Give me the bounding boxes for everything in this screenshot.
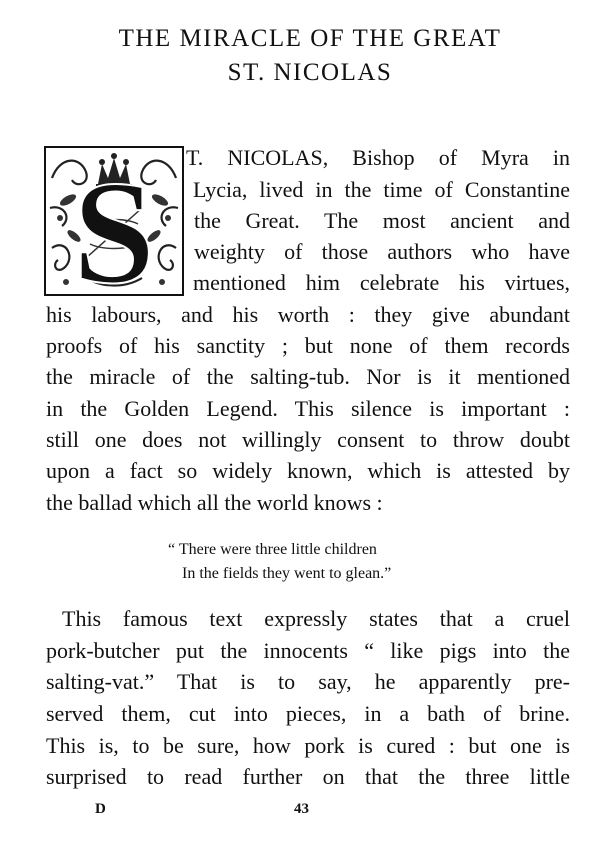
- paragraph-1-line-4: weighty of those authors who have: [194, 239, 570, 264]
- paragraph-2-line-2: pork-butcher put the innocents “ like pigs into the: [46, 638, 570, 663]
- ballad-quote-line-2: In the fields they went to glean.”: [182, 565, 392, 582]
- paragraph-1-line-12: the ballad which all the world knows :: [46, 490, 383, 515]
- paragraph-1-line-11: upon a fact so widely known, which is attested by: [46, 458, 570, 483]
- paragraph-1-line-3: the Great. The most ancient and: [194, 208, 570, 233]
- paragraph-1-line-2: Lycia, lived in the time of Constantine: [193, 177, 570, 202]
- chapter-title-line-2: ST. NICOLAS: [227, 59, 393, 86]
- page-number: 43: [294, 801, 309, 817]
- paragraph-1-line-9: in the Golden Legend. This silence is important :: [46, 396, 570, 421]
- paragraph-2-line-1: This famous text expressly states that a cruel: [62, 606, 570, 631]
- ornamental-drop-cap: [44, 146, 184, 296]
- paragraph-1-line-7: proofs of his sanctity ; but none of them records: [46, 333, 570, 358]
- drop-cap-ornament-icon: [46, 148, 182, 294]
- paragraph-2-line-6: surprised to read further on that the three little: [46, 764, 570, 789]
- paragraph-1-line-1: T. NICOLAS, Bishop of Myra in: [186, 145, 570, 170]
- paragraph-2-line-4: served them, cut into pieces, in a bath of brine.: [46, 701, 570, 726]
- drop-cap-letter: S: [72, 151, 156, 294]
- ballad-quote-line-1: “ There were three little children: [168, 541, 377, 558]
- paragraph-2-line-5: This is, to be sure, how pork is cured : but one is: [46, 733, 570, 758]
- signature-mark: D: [95, 801, 106, 817]
- chapter-title-line-1: THE MIRACLE OF THE GREAT: [118, 25, 502, 52]
- paragraph-2-line-3: salting-vat.” That is to say, he apparently pre-: [46, 669, 570, 694]
- paragraph-1-line-10: still one does not willingly consent to throw doubt: [46, 427, 570, 452]
- paragraph-1-line-8: the miracle of the salting-tub. Nor is it mentioned: [46, 364, 570, 389]
- paragraph-1-line-6: his labours, and his worth : they give abundant: [46, 302, 570, 327]
- paragraph-1-line-5: mentioned him celebrate his virtues,: [193, 270, 570, 295]
